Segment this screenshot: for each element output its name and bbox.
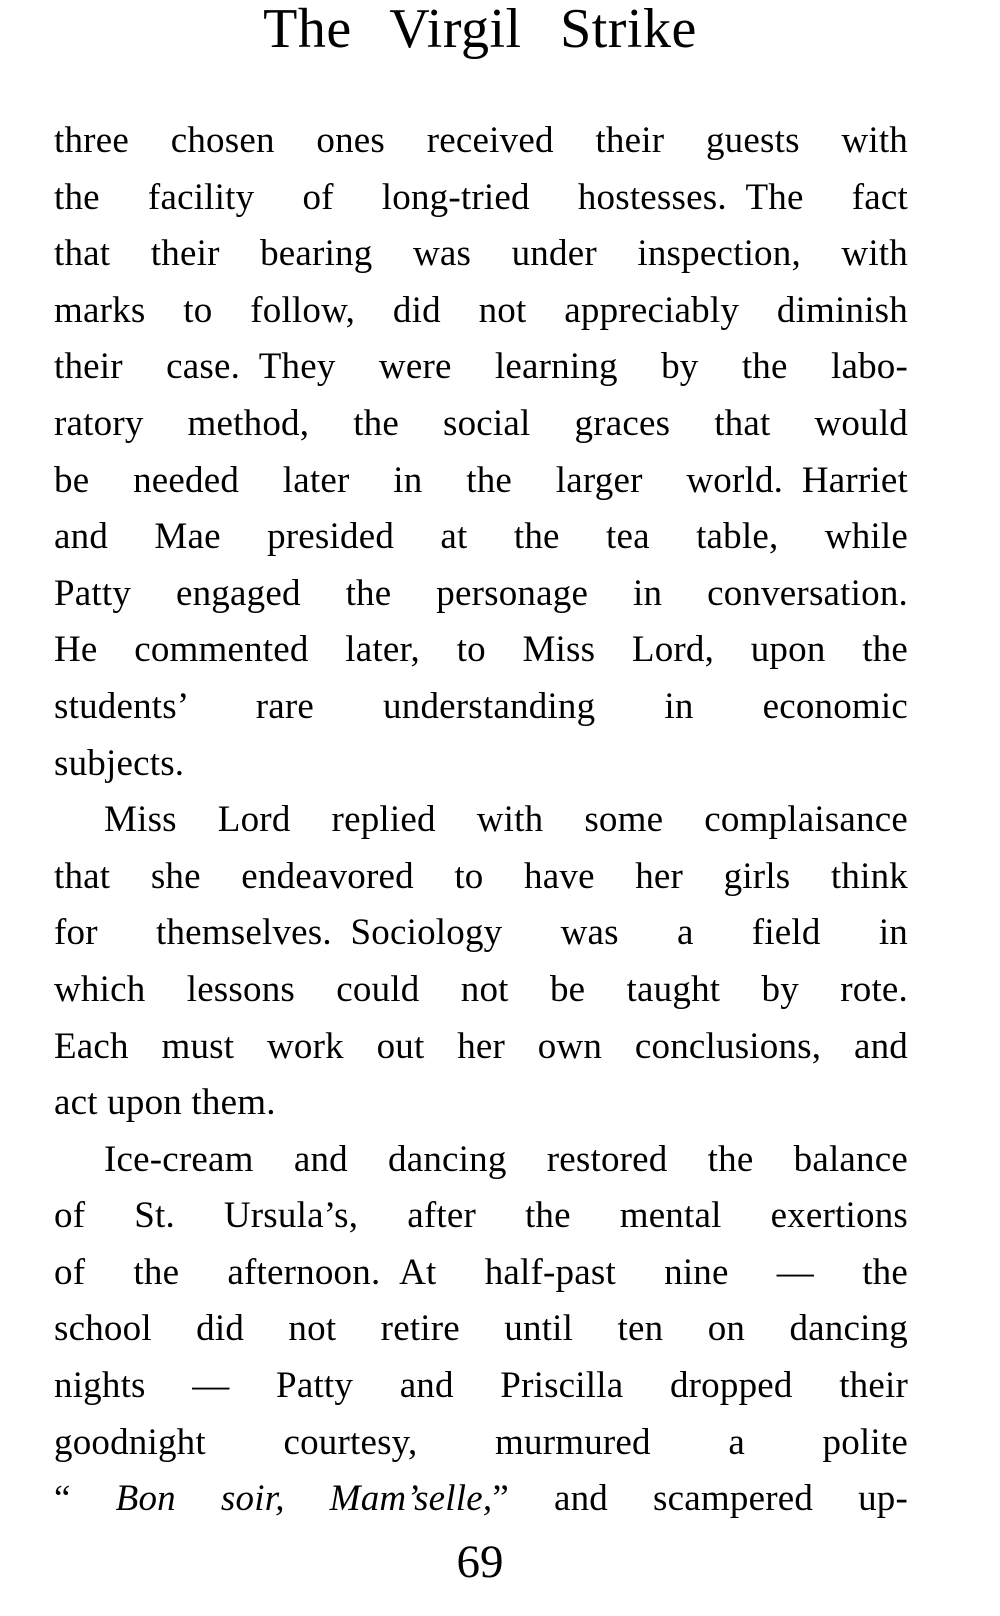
text-line <box>54 509 908 566</box>
text-segment: their case. They were learning by the labo- <box>54 346 908 388</box>
text-segment: for themselves. Sociology was a field in <box>54 912 908 954</box>
text-segment: the facility of long-tried hostesses. The fact <box>54 176 908 218</box>
text-line <box>54 113 908 170</box>
text-line <box>54 1188 908 1245</box>
text-line <box>54 170 908 227</box>
text-line <box>54 905 908 962</box>
text-segment: act upon them. <box>54 1082 276 1124</box>
text-line <box>54 1358 908 1415</box>
text-segment: goodnight courtesy, murmured a polite <box>54 1421 908 1463</box>
text-line <box>54 339 908 396</box>
text-segment: be needed later in the larger world. Harriet <box>54 459 908 501</box>
text-segment: marks to follow, did not appreciably diminish <box>54 289 908 331</box>
text-line <box>54 226 908 283</box>
text-segment: ratory method, the social graces that would <box>54 402 908 444</box>
page-body <box>54 113 908 1528</box>
page-title: The Virgil Strike <box>263 0 697 60</box>
page-number: 69 <box>456 1536 504 1588</box>
text-segment: students’ rare understanding in economic <box>54 685 908 727</box>
text-segment: and Mae presided at the tea table, while <box>54 516 908 558</box>
text-segment: school did not retire until ten on dancing <box>54 1308 908 1350</box>
text-segment: Each must work out her own conclusions, and <box>54 1025 908 1067</box>
text-line <box>54 679 908 736</box>
text-segment: ” and scampered up- <box>492 1478 908 1520</box>
text-line <box>54 453 908 510</box>
italic-text-segment: Bon soir, Mam’selle, <box>115 1478 493 1520</box>
text-segment: He commented later, to Miss Lord, upon the <box>54 629 908 671</box>
text-line <box>54 396 908 453</box>
text-line <box>54 1471 908 1528</box>
text-segment: nights — Patty and Priscilla dropped their <box>54 1365 908 1407</box>
text-segment: Patty engaged the personage in conversation. <box>54 572 908 614</box>
text-line <box>54 1245 908 1302</box>
text-line <box>54 962 908 1019</box>
text-line <box>54 283 908 340</box>
text-segment: Ice-cream and dancing restored the balance <box>104 1138 908 1180</box>
text-line <box>54 736 908 793</box>
text-line <box>54 1301 908 1358</box>
text-segment: that their bearing was under inspection, with <box>54 233 908 275</box>
text-segment: Miss Lord replied with some complaisance <box>104 799 908 841</box>
text-line <box>54 849 908 906</box>
text-line <box>54 566 908 623</box>
text-segment: “ <box>54 1478 116 1520</box>
text-segment: three chosen ones received their guests with <box>54 120 908 161</box>
text-segment: which lessons could not be taught by rote. <box>54 968 908 1010</box>
text-line <box>54 1019 908 1076</box>
text-line <box>54 1415 908 1472</box>
text-line <box>54 1132 908 1189</box>
text-segment: that she endeavored to have her girls think <box>54 855 908 897</box>
text-segment: of the afternoon. At half-past nine — the <box>54 1251 908 1293</box>
text-line <box>54 622 908 679</box>
text-line <box>54 1075 908 1132</box>
text-segment: of St. Ursula’s, after the mental exertions <box>54 1195 908 1237</box>
text-line <box>54 792 908 849</box>
text-segment: subjects. <box>54 742 185 784</box>
